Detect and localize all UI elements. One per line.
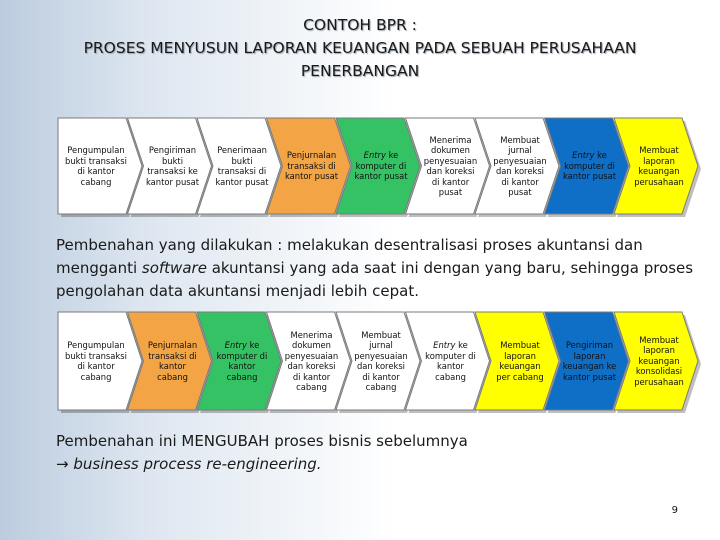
paragraph-bpr	[56, 430, 696, 476]
chain2-step-label: Menerima dokumen penyesuaian dan koreksi di kantor cabang	[284, 329, 339, 392]
paragraph-bpr-line-1: Pembenahan ini MENGUBAH proses bisnis sebelumnya	[56, 432, 468, 450]
chain1-step-label: Penjurnalan transaksi di kantor pusat	[284, 150, 339, 182]
title-line-1: CONTOH BPR :	[303, 16, 417, 34]
title-line-2: PROSES MENYUSUN LAPORAN KEUANGAN PADA SEBUAH PERUSAHAAN	[83, 39, 637, 57]
paragraph-improvement-text-2: akuntansi yang ada saat ini dengan yang baru, sehingga proses pengolahan data akuntansi menjadi lebih cepat.	[56, 259, 694, 300]
chain2-step-label: Membuat laporan keuangan konsolidasi perusahaan	[634, 334, 684, 387]
chain1-step-label: Menerima dokumen penyesuaian dan koreksi di kantor pusat	[423, 134, 478, 197]
process-chain-after	[0, 312, 720, 416]
paragraph-bpr-bpr-term: business process re-engineering.	[68, 455, 322, 473]
arrow-right-icon: →	[56, 455, 69, 473]
chain1-step-label: Membuat laporan keuangan perusahaan	[634, 145, 684, 187]
chain2-step-label: Pengumpulan bukti transaksi di kantor cabang	[65, 340, 127, 382]
chain1-step-label: Membuat jurnal penyesuaian dan koreksi di kantor pusat	[493, 134, 547, 197]
chain2-step-label: Entry ke komputer di kantor cabang	[425, 340, 476, 382]
page-number: 9	[671, 505, 678, 516]
chain2-step-label: Membuat laporan keuangan per cabang	[496, 340, 544, 382]
chain1-step-label: Entry ke komputer di kantor pusat	[562, 150, 617, 182]
paragraph-improvement-software: software	[141, 259, 207, 277]
process-chain-before	[0, 118, 720, 218]
chain2-step-label: Membuat jurnal penyesuaian dan koreksi di kantor cabang	[354, 329, 408, 392]
chain1-step-label: Pengiriman bukti transaksi ke kantor pusat	[145, 145, 200, 187]
chain2-step-label: Pengiriman laporan keuangan ke kantor pusat	[562, 340, 617, 382]
paragraph-bpr-line-2	[56, 453, 696, 476]
chain1-step-label: Pengumpulan bukti transaksi di kantor cabang	[65, 145, 127, 187]
chain1-step-label: Entry ke komputer di kantor pusat	[354, 150, 408, 182]
chain1-step-label: Penerimaan bukti transaksi di kantor pusat	[215, 145, 269, 187]
title-line-3: PENERBANGAN	[300, 62, 420, 80]
paragraph-improvement-text-1: Pembenahan yang dilakukan : melakukan desentralisasi proses akuntansi dan mengganti	[56, 236, 643, 277]
paragraph-improvement	[56, 234, 696, 303]
chain2-step-label: Entry ke komputer di kantor cabang	[216, 340, 268, 382]
chain2-step-label: Penjurnalan transaksi di kantor cabang	[147, 340, 198, 382]
slide-title	[0, 14, 720, 83]
